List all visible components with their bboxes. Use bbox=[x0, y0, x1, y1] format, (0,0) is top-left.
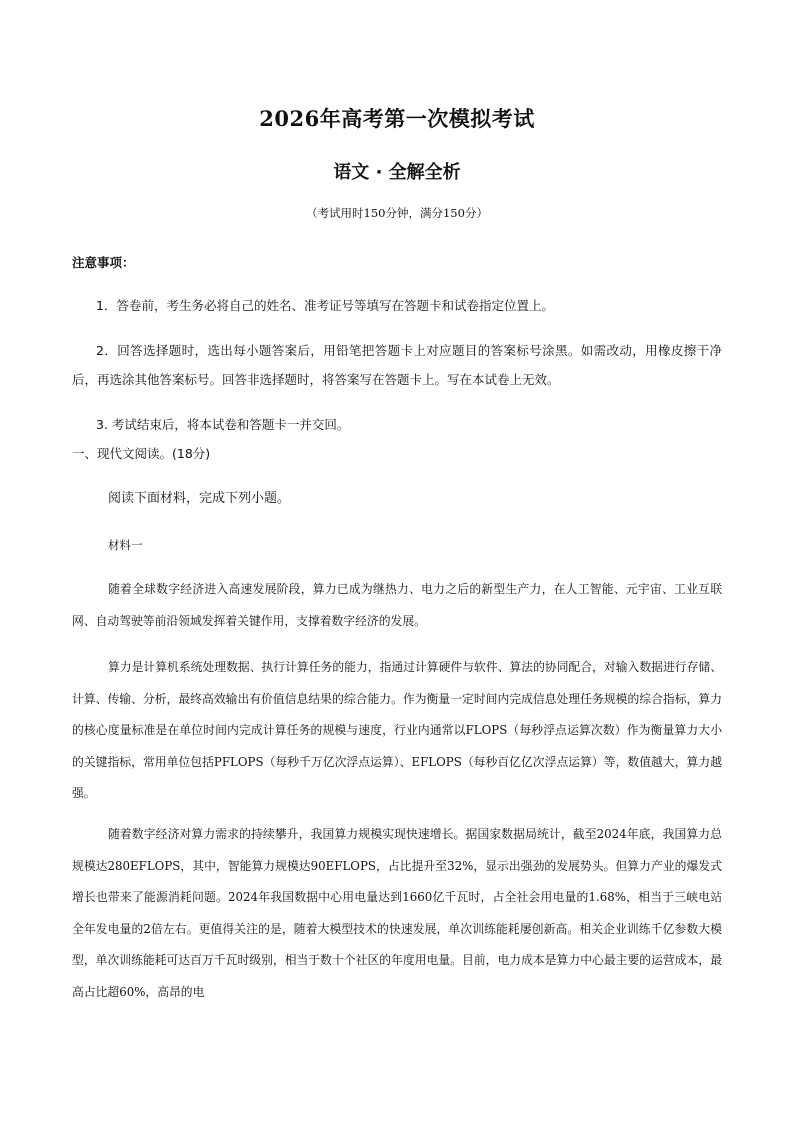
paragraph-3: 随着数字经济对算力需求的持续攀升，我国算力规模实现快速增长。据国家数据局统计，截至2024年底，我国算力总规模达280EFLOPS，其中，智能算力规模达90EFLOPS，占比提升至32%，显示出强劲的发展势头。但算力产业的爆发式增长也带来了能源消耗问题。2024年我国数据中心用电量达到1660亿千瓦时，占全社会用电量的1.68%，相当于三峡电站全年发电量的2倍左右。更值得关注的是，随着大模型技术的快速发展，单次训练能耗屡创新高。相关企业训练千亿参数大模型，单次训练能耗可达百万千瓦时级别，相当于数十个社区的年度用电量。目前，电力成本是算力中心最主要的运营成本，最高占比超60%，高昂的电 bbox=[72, 827, 722, 999]
paragraph-1: 随着全球数字经济进入高速发展阶段，算力已成为继热力、电力之后的新型生产力，在人工智能、元宇宙、工业互联网、自动驾驶等前沿领域发挥着关键作用，支撑着数字经济的发展。 bbox=[72, 582, 722, 628]
exam-title: 2026年高考第一次模拟考试 bbox=[259, 106, 535, 131]
time-note: （考试用时150分钟，满分150分） bbox=[306, 206, 488, 220]
material-label: 材料一 bbox=[108, 538, 143, 552]
reading-instruction: 阅读下面材料，完成下列小题。 bbox=[108, 491, 291, 506]
section-heading: 一、现代文阅读。(18分) bbox=[72, 446, 211, 461]
paragraph-2: 算力是计算机系统处理数据、执行计算任务的能力，指通过计算硬件与软件、算法的协同配合，对输入数据进行存储、计算、传输、分析，最终高效输出有价值信息结果的综合能力。作为衡量一定时间内完成信息处理任务规模的综合指标，算力的核心度量标准是在单位时间内完成计算任务的规模与速度，行业内通常以FLOPS（每秒浮点运算次数）作为衡量算力大小的关键指标，常用单位包括PFLOPS（每秒千万亿次浮点运算）、EFLOPS（每秒百亿亿次浮点运算）等，数值越大，算力越强。 bbox=[72, 660, 722, 800]
exam-subtitle: 语文 · 全解全析 bbox=[333, 162, 461, 183]
notice-heading: 注意事项： bbox=[72, 255, 135, 270]
notice-item-3: 3. 考试结束后，将本试卷和答题卡一并交回。 bbox=[96, 417, 350, 432]
notice-item-2: 2．回答选择题时，选出每小题答案后，用铅笔把答题卡上对应题目的答案标号涂黑。如需改动，用橡皮擦干净后，再选涂其他答案标号。回答非选择题时，将答案写在答题卡上。写在本试卷上无效。 bbox=[72, 343, 722, 387]
notice-item-1: 1．答卷前，考生务必将自己的姓名、准考证号等填写在答题卡和试卷指定位置上。 bbox=[96, 298, 554, 313]
